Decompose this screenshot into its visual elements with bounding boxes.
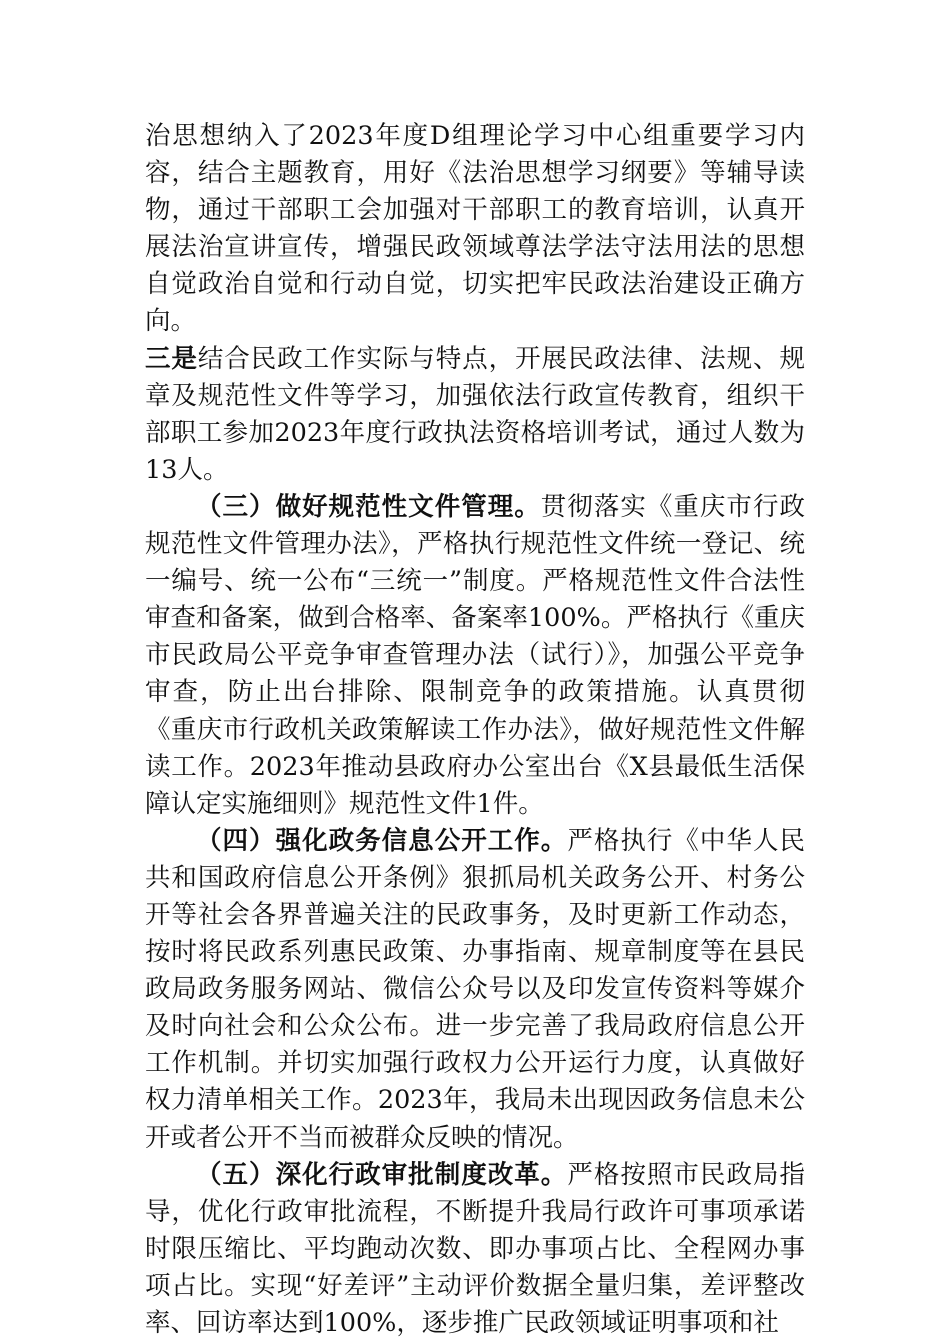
paragraph-section-3 [145, 489, 805, 823]
paragraph-section-4 [145, 823, 805, 1157]
paragraph-text: 严格执行《中华人民共和国政府信息公开条例》狠抓局机关政务公开、村务公开等社会各界普遍关注的民政事务，及时更新工作动态，按时将民政系列惠民政策、办事指南、规章制度等在县民政局政务服务网站、微信公众号以及印发宣传资料等媒介及时向社会和公众公布。进一步完善了我局政府信息公开工作机制。并切实加强行政权力公开运行力度，认真做好权力清单相关工作。2023年，我局未出现因政务信息未公开或者公开不当而被群众反映的情况。 [145, 825, 805, 1153]
paragraph-text: 结合民政工作实际与特点，开展民政法律、法规、规章及规范性文件等学习，加强依法行政宣传教育，组织干部职工参加2023年度行政执法资格培训考试，通过人数为13人。 [145, 343, 805, 485]
section-heading: （三）做好规范性文件管理。 [196, 491, 541, 522]
paragraph-continuation [145, 118, 805, 341]
section-heading: （五）深化行政审批制度改革。 [196, 1159, 568, 1190]
paragraph-lead: 三是 [145, 343, 198, 374]
paragraph-text: 贯彻落实《重庆市行政规范性文件管理办法》，严格执行规范性文件统一登记、统一编号、统一公布“三统一”制度。严格规范性文件合法性审查和备案，做到合格率、备案率100%。严格执行《重庆市民政局公平竞争审查管理办法（试行）》，加强公平竞争审查，防止出台排除、限制竞争的政策措施。认真贯彻《重庆市行政机关政策解读工作办法》，做好规范性文件解读工作。2023年推动县政府办公室出台《X县最低生活保障认定实施细则》规范性文件1件。 [145, 491, 805, 819]
paragraph-section-5 [145, 1157, 805, 1342]
paragraph-point-three [145, 341, 805, 489]
document-page [145, 118, 805, 1342]
paragraph-text: 严格按照市民政局指导，优化行政审批流程，不断提升我局行政许可事项承诺时限压缩比、平均跑动次数、即办事项占比、全程网办事项占比。实现“好差评”主动评价数据全量归集，差评整改率、回访率达到100%，逐步推广民政领域证明事项和社 [145, 1159, 805, 1338]
paragraph-text: 治思想纳入了2023年度D组理论学习中心组重要学习内容，结合主题教育，用好《法治思想学习纲要》等辅导读物，通过干部职工会加强对干部职工的教育培训，认真开展法治宣讲宣传，增强民政领域尊法学法守法用法的思想自觉政治自觉和行动自觉，切实把牢民政法治建设正确方向。 [145, 121, 805, 337]
section-heading: （四）强化政务信息公开工作。 [196, 825, 568, 856]
